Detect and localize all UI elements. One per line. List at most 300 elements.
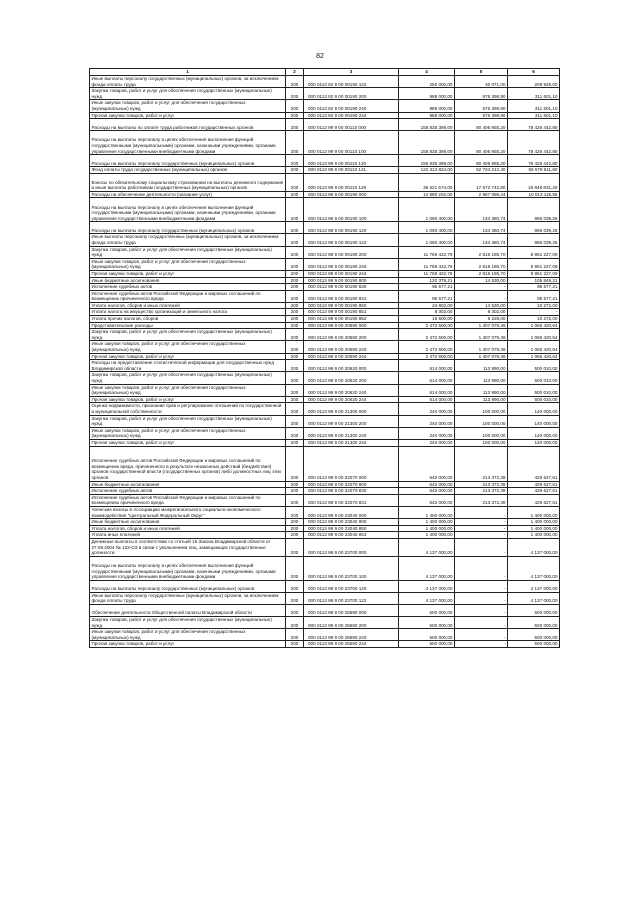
row-name: Представительские расходы xyxy=(90,322,286,329)
row-approved: 36 521 574,00 xyxy=(399,173,455,191)
row-name: Закупка товаров, работ и услуг для обеспечения государственных (муниципальных) нужд xyxy=(90,415,286,427)
row-executed: 80 406 955,20 xyxy=(455,155,508,167)
row-approved: 250 000,00 xyxy=(399,76,455,88)
row-name: Уплата иных платежей xyxy=(90,532,286,539)
row-code: 200 xyxy=(286,372,304,384)
row-remaining: 1 065 420,64 xyxy=(508,341,560,353)
table-row xyxy=(90,290,560,302)
row-classification: 000 0113 99 9 00 23700 000 xyxy=(304,538,399,556)
table-row xyxy=(90,155,560,167)
row-code: 200 xyxy=(286,112,304,119)
row-name: Исполнение судебных актов xyxy=(90,284,286,291)
row-executed: 8 302,00 xyxy=(455,309,508,316)
row-remaining: 140 000,00 xyxy=(508,439,560,446)
row-classification: 000 0113 99 9 00 20620 000 xyxy=(304,360,399,372)
row-classification: 000 0113 99 9 00 21300 244 xyxy=(304,439,399,446)
table-row xyxy=(90,629,560,641)
row-code: 200 xyxy=(286,155,304,167)
row-approved: 4 137 000,00 xyxy=(399,556,455,580)
row-remaining: 428 627,61 xyxy=(508,481,560,488)
row-remaining: 428 627,61 xyxy=(508,488,560,495)
row-code: 200 xyxy=(286,316,304,323)
row-approved: 158 835 398,00 xyxy=(399,119,455,131)
row-classification: 000 0113 99 9 00 23700 100 xyxy=(304,556,399,580)
table-row xyxy=(90,302,560,309)
row-approved: 122 313 824,00 xyxy=(399,167,455,174)
row-name: Фонд оплаты труда государственных (муниципальных) органов xyxy=(90,167,286,174)
row-remaining: 78 428 442,80 xyxy=(508,155,560,167)
row-classification: 000 0113 99 9 00 21300 240 xyxy=(304,427,399,439)
row-remaining: 4 137 000,00 xyxy=(508,580,560,592)
row-name: Членские взносы в Ассоциацию межрегионального социально-экономического взаимодействия "Центральный Федеральный Округ" xyxy=(90,506,286,518)
row-executed: - xyxy=(455,605,508,617)
row-approved: 2 472 500,00 xyxy=(399,329,455,341)
row-classification: 000 0113 99 9 00 23040 000 xyxy=(304,506,399,518)
row-code: 200 xyxy=(286,415,304,427)
row-executed: - xyxy=(455,532,508,539)
row-approved: 240 000,00 xyxy=(399,427,455,439)
row-executed: 1 407 079,36 xyxy=(455,329,508,341)
row-classification: 000 0113 99 9 00 00190 000 xyxy=(304,191,399,198)
row-code: 200 xyxy=(286,131,304,155)
row-executed: 213 372,39 xyxy=(455,481,508,488)
table-row xyxy=(90,277,560,284)
row-remaining: 500 000,00 xyxy=(508,605,560,617)
row-approved: 614 000,00 xyxy=(399,396,455,403)
row-code: 200 xyxy=(286,341,304,353)
row-code: 200 xyxy=(286,629,304,641)
row-approved: 500 000,00 xyxy=(399,605,455,617)
row-approved: 2 472 500,00 xyxy=(399,341,455,353)
table-row xyxy=(90,519,560,526)
row-executed: - xyxy=(455,592,508,604)
row-remaining: 1 400 000,00 xyxy=(508,532,560,539)
row-executed: - xyxy=(455,506,508,518)
row-code: 200 xyxy=(286,556,304,580)
row-name: Оценка недвижимости, признание прав и регулирование отношений по государственной и муниципальной собственности xyxy=(90,403,286,415)
row-approved: 12 980 202,00 xyxy=(399,191,455,198)
row-executed: 134 360,74 xyxy=(455,234,508,246)
row-code: 200 xyxy=(286,191,304,198)
row-remaining: 209 929,00 xyxy=(508,76,560,88)
row-remaining: 428 627,61 xyxy=(508,494,560,506)
row-remaining: 956 039,26 xyxy=(508,234,560,246)
row-name: Расходы на выплаты персоналу в целях обеспечения выполнения функций государственными (муниципальными) органами, казенными учреждениями, органами управления государственными внебюджетными фондами xyxy=(90,556,286,580)
row-approved: 1 090 400,00 xyxy=(399,234,455,246)
row-remaining: 311 601,10 xyxy=(508,100,560,112)
row-name: Иные выплаты персоналу государственных (муниципальных) органов, за исключением фонда оплаты труда xyxy=(90,76,286,88)
column-header: 1 xyxy=(90,69,286,76)
row-executed: 40 071,00 xyxy=(455,76,508,88)
row-remaining: 4 137 000,00 xyxy=(508,538,560,556)
row-name: Уплата налогов, сборов и иных платежей xyxy=(90,302,286,309)
row-executed: 113 990,00 xyxy=(455,372,508,384)
row-name: Иные закупки товаров, работ и услуг для обеспечения государственных (муниципальных) нужд xyxy=(90,258,286,270)
column-header: 4 xyxy=(399,69,455,76)
row-code: 200 xyxy=(286,167,304,174)
row-code: 200 xyxy=(286,538,304,556)
row-executed: 14 530,00 xyxy=(455,302,508,309)
row-name: Взносы по обязательному социальному страхованию на выплаты денежного содержания и иные выплаты работникам государственных (муниципальных) органов xyxy=(90,173,286,191)
row-remaining: 4 137 000,00 xyxy=(508,556,560,580)
column-header: 2 xyxy=(286,69,304,76)
row-classification: 000 0113 99 9 00 00190 244 xyxy=(304,270,399,277)
row-remaining: 1 065 420,64 xyxy=(508,353,560,360)
table-row xyxy=(90,222,560,234)
row-name: Закупка товаров, работ и услуг для обеспечения государственных (муниципальных) нужд xyxy=(90,88,286,100)
row-name: Расходы на выплаты по оплате труда работников государственных органов xyxy=(90,119,286,131)
row-classification: 000 0113 99 9 00 25590 244 xyxy=(304,641,399,648)
row-remaining: 956 039,26 xyxy=(508,222,560,234)
row-remaining: 10 013 115,56 xyxy=(508,191,560,198)
row-remaining: 500 010,00 xyxy=(508,372,560,384)
row-approved: 614 000,00 xyxy=(399,360,455,372)
row-classification: 000 0113 99 9 00 23040 853 xyxy=(304,532,399,539)
row-executed: 2 818 195,70 xyxy=(455,246,508,258)
row-name: Иные закупки товаров, работ и услуг для обеспечения государственных (муниципальных) нужд xyxy=(90,384,286,396)
row-classification: 000 0113 99 9 00 25590 240 xyxy=(304,629,399,641)
row-code: 200 xyxy=(286,439,304,446)
row-code: 200 xyxy=(286,641,304,648)
table-row xyxy=(90,112,560,119)
row-remaining: 956 039,26 xyxy=(508,198,560,222)
row-name: Уплата налогов, сборов и иных платежей xyxy=(90,525,286,532)
row-executed: 213 372,39 xyxy=(455,494,508,506)
row-approved: 8 302,00 xyxy=(399,309,455,316)
row-name: Закупка товаров, работ и услуг для обеспечения государственных (муниципальных) нужд xyxy=(90,246,286,258)
table-row xyxy=(90,316,560,323)
row-classification: 000 0113 99 9 00 20590 240 xyxy=(304,341,399,353)
row-code: 200 xyxy=(286,605,304,617)
row-approved: 11 769 422,79 xyxy=(399,270,455,277)
row-name: Исполнение судебных актов Российской Федерации и мировых соглашений по возмещению причиненного вреда xyxy=(90,290,286,302)
row-name: Расходы на выплаты персоналу государственных (муниципальных) органов xyxy=(90,580,286,592)
row-name: Расходы на выплаты персоналу государственных (муниципальных) органов xyxy=(90,155,286,167)
row-code: 200 xyxy=(286,580,304,592)
row-classification: 000 0113 99 9 00 25590 000 xyxy=(304,605,399,617)
row-remaining: 4 137 000,00 xyxy=(508,592,560,604)
column-header: 3 xyxy=(304,69,399,76)
row-executed: 100 000,00 xyxy=(455,439,508,446)
row-remaining: 1 400 000,00 xyxy=(508,525,560,532)
row-approved: 1 400 000,00 xyxy=(399,525,455,532)
row-executed: - xyxy=(455,525,508,532)
row-approved: 1 400 000,00 xyxy=(399,506,455,518)
row-remaining: - xyxy=(508,309,560,316)
row-classification: 000 0113 99 9 00 23040 800 xyxy=(304,519,399,526)
row-remaining: 8 951 227,09 xyxy=(508,270,560,277)
row-approved: 240 000,00 xyxy=(399,403,455,415)
row-name: Исполнение судебных актов Российской Федерации и мировых соглашений по возмещению причиненного вреда xyxy=(90,494,286,506)
row-classification: 000 0113 92 9 00 00190 244 xyxy=(304,112,399,119)
row-approved: 16 500,00 xyxy=(399,316,455,323)
table-row xyxy=(90,617,560,629)
page-number: 82 xyxy=(316,53,324,60)
table-row xyxy=(90,270,560,277)
row-approved: 988 000,00 xyxy=(399,100,455,112)
row-code: 200 xyxy=(286,322,304,329)
row-code: 200 xyxy=(286,592,304,604)
row-remaining: 500 010,00 xyxy=(508,396,560,403)
row-name: Расходы на выплаты персоналу государственных (муниципальных) органов xyxy=(90,222,286,234)
row-remaining: 311 601,10 xyxy=(508,112,560,119)
row-executed: 1 407 079,36 xyxy=(455,341,508,353)
row-name: Иные бюджетные ассигнования xyxy=(90,277,286,284)
row-classification: 000 0113 99 9 00 00190 120 xyxy=(304,222,399,234)
row-classification: 000 0113 99 9 00 00190 800 xyxy=(304,277,399,284)
row-code: 200 xyxy=(286,258,304,270)
row-executed: 1 407 079,36 xyxy=(455,353,508,360)
row-executed: 80 406 955,20 xyxy=(455,131,508,155)
row-code: 200 xyxy=(286,519,304,526)
table-row xyxy=(90,329,560,341)
table-row xyxy=(90,198,560,222)
row-classification: 000 0113 99 9 00 00190 850 xyxy=(304,302,399,309)
row-code: 200 xyxy=(286,506,304,518)
row-code: 200 xyxy=(286,88,304,100)
row-remaining: 500 010,00 xyxy=(508,360,560,372)
row-name: Иные закупки товаров, работ и услуг для обеспечения государственных (муниципальных) нужд xyxy=(90,427,286,439)
row-name: Иные выплаты персоналу государственных (муниципальных) органов, за исключением фонда оплаты труда xyxy=(90,234,286,246)
row-remaining: 18 848 831,20 xyxy=(508,173,560,191)
table-row xyxy=(90,556,560,580)
row-approved: 158 835 398,00 xyxy=(399,131,455,155)
row-name: Расходы на выплаты персоналу в целях обеспечения выполнения функций государственными (муниципальными) органами, казенными учреждениями, органами управления государственными внебюджетными фондами xyxy=(90,198,286,222)
row-remaining: 1 065 420,64 xyxy=(508,322,560,329)
row-classification: 000 0113 99 9 00 21300 200 xyxy=(304,415,399,427)
row-remaining: 428 627,61 xyxy=(508,446,560,481)
row-executed: 676 398,90 xyxy=(455,100,508,112)
row-approved: 642 000,00 xyxy=(399,481,455,488)
row-remaining: 500 000,00 xyxy=(508,641,560,648)
table-row xyxy=(90,246,560,258)
row-approved: 1 090 400,00 xyxy=(399,222,455,234)
table-row xyxy=(90,592,560,604)
row-code: 200 xyxy=(286,234,304,246)
row-executed: - xyxy=(455,641,508,648)
row-code: 200 xyxy=(286,360,304,372)
row-code: 200 xyxy=(286,446,304,481)
row-remaining: 140 000,00 xyxy=(508,427,560,439)
row-executed: 62 734 212,40 xyxy=(455,167,508,174)
row-executed: 6 228,00 xyxy=(455,316,508,323)
row-classification: 000 0113 99 9 00 22070 800 xyxy=(304,481,399,488)
row-classification: 000 0113 92 9 00 00190 240 xyxy=(304,100,399,112)
table-row xyxy=(90,341,560,353)
row-classification: 000 0113 99 9 00 00110 129 xyxy=(304,173,399,191)
row-approved: 1 400 000,00 xyxy=(399,519,455,526)
row-name: Иные закупки товаров, работ и услуг для обеспечения государственных (муниципальных) нужд xyxy=(90,100,286,112)
row-executed: 1 407 079,36 xyxy=(455,322,508,329)
table-row xyxy=(90,372,560,384)
row-code: 200 xyxy=(286,525,304,532)
row-approved: 4 137 000,00 xyxy=(399,592,455,604)
table-row xyxy=(90,605,560,617)
row-classification: 000 0113 99 9 00 25590 200 xyxy=(304,617,399,629)
row-approved: 95 577,21 xyxy=(399,284,455,291)
row-executed: 134 360,74 xyxy=(455,222,508,234)
row-code: 200 xyxy=(286,284,304,291)
row-name: Иные бюджетные ассигнования xyxy=(90,481,286,488)
row-executed: 213 372,39 xyxy=(455,446,508,481)
table-row xyxy=(90,191,560,198)
row-approved: 642 000,00 xyxy=(399,494,455,506)
row-name: Денежные выплаты в соответствии со статьей 15 Закона Владимирской области от 27.08.2004 № 133-ОЗ в связи с увольнением лиц, замещающих государственные должности xyxy=(90,538,286,556)
row-approved: 1 400 000,00 xyxy=(399,532,455,539)
table-row xyxy=(90,119,560,131)
row-approved: 500 000,00 xyxy=(399,617,455,629)
table-row xyxy=(90,525,560,532)
table-row xyxy=(90,538,560,556)
row-approved: 500 000,00 xyxy=(399,641,455,648)
table-row xyxy=(90,234,560,246)
row-name: Иные бюджетные ассигнования xyxy=(90,519,286,526)
table-row xyxy=(90,76,560,88)
row-approved: 120 379,21 xyxy=(399,277,455,284)
table-row xyxy=(90,481,560,488)
row-name: Расходы на выплаты персоналу в целях обеспечения выполнения функций государственными (муниципальными) органами, казенными учреждениями, органами управления государственными внебюджетными фондами xyxy=(90,131,286,155)
row-executed: 100 000,00 xyxy=(455,415,508,427)
row-classification: 000 0113 99 9 00 00190 200 xyxy=(304,246,399,258)
table-header-row xyxy=(90,69,560,76)
row-code: 200 xyxy=(286,302,304,309)
column-header: 5 xyxy=(455,69,508,76)
row-executed: - xyxy=(455,580,508,592)
row-code: 200 xyxy=(286,198,304,222)
row-code: 200 xyxy=(286,290,304,302)
row-remaining: 311 601,10 xyxy=(508,88,560,100)
row-classification: 000 0113 99 9 00 20620 244 xyxy=(304,396,399,403)
table-row xyxy=(90,427,560,439)
row-code: 200 xyxy=(286,222,304,234)
row-approved: 95 577,21 xyxy=(399,290,455,302)
row-executed: 80 406 955,20 xyxy=(455,119,508,131)
row-classification: 000 0113 99 9 00 00190 830 xyxy=(304,284,399,291)
row-executed: 113 990,00 xyxy=(455,384,508,396)
row-executed: - xyxy=(455,538,508,556)
table-row xyxy=(90,88,560,100)
table-row xyxy=(90,384,560,396)
row-executed: 100 000,00 xyxy=(455,403,508,415)
row-approved: 642 000,00 xyxy=(399,488,455,495)
row-classification: 000 0113 99 9 00 20620 200 xyxy=(304,372,399,384)
row-code: 200 xyxy=(286,396,304,403)
table-row xyxy=(90,532,560,539)
row-remaining: 8 951 227,09 xyxy=(508,258,560,270)
row-remaining: 1 065 420,64 xyxy=(508,329,560,341)
row-classification: 000 0113 92 9 00 00190 200 xyxy=(304,88,399,100)
row-code: 200 xyxy=(286,277,304,284)
row-executed: 113 990,00 xyxy=(455,396,508,403)
row-approved: 11 769 422,79 xyxy=(399,246,455,258)
row-executed: 17 672 742,80 xyxy=(455,173,508,191)
row-approved: 4 137 000,00 xyxy=(399,580,455,592)
row-remaining: 95 577,21 xyxy=(508,284,560,291)
row-code: 200 xyxy=(286,427,304,439)
row-classification: 000 0113 99 9 00 23700 120 xyxy=(304,580,399,592)
row-remaining: 78 428 442,80 xyxy=(508,119,560,131)
row-executed: 676 398,90 xyxy=(455,112,508,119)
table-row xyxy=(90,309,560,316)
row-remaining: 10 272,00 xyxy=(508,316,560,323)
row-name: Исполнение судебных актов xyxy=(90,488,286,495)
row-approved: 500 000,00 xyxy=(399,629,455,641)
row-code: 200 xyxy=(286,119,304,131)
row-classification: 000 0113 99 9 00 00110 100 xyxy=(304,131,399,155)
row-name: Закупка товаров, работ и услуг для обеспечения государственных (муниципальных) нужд xyxy=(90,617,286,629)
row-approved: 988 000,00 xyxy=(399,88,455,100)
row-approved: 4 137 000,00 xyxy=(399,538,455,556)
table-row xyxy=(90,396,560,403)
row-classification: 000 0113 99 9 00 00190 852 xyxy=(304,316,399,323)
row-approved: 2 472 500,00 xyxy=(399,322,455,329)
row-approved: 240 000,00 xyxy=(399,439,455,446)
table-row xyxy=(90,403,560,415)
row-code: 200 xyxy=(286,532,304,539)
row-name: Обеспечение деятельности Общественной палаты Владимирской области xyxy=(90,605,286,617)
table-row xyxy=(90,641,560,648)
table-row xyxy=(90,353,560,360)
row-executed: - xyxy=(455,629,508,641)
row-executed: 213 372,39 xyxy=(455,488,508,495)
row-name: Прочая закупка товаров, работ и услуг xyxy=(90,396,286,403)
row-code: 200 xyxy=(286,270,304,277)
row-executed: 113 990,00 xyxy=(455,360,508,372)
row-classification: 000 0113 99 9 00 22070 831 xyxy=(304,494,399,506)
row-remaining: 1 400 000,00 xyxy=(508,506,560,518)
row-name: Прочая закупка товаров, работ и услуг xyxy=(90,439,286,446)
row-approved: 988 000,00 xyxy=(399,112,455,119)
row-classification: 000 0113 99 9 00 23700 122 xyxy=(304,592,399,604)
row-remaining: 140 000,00 xyxy=(508,403,560,415)
row-executed: - xyxy=(455,519,508,526)
row-executed: 2 818 195,70 xyxy=(455,258,508,270)
row-name: Закупка товаров, работ и услуг для обеспечения государственных (муниципальных) нужд xyxy=(90,372,286,384)
column-header: 6 xyxy=(508,69,560,76)
table-row xyxy=(90,100,560,112)
row-remaining: 10 272,00 xyxy=(508,302,560,309)
row-remaining: 500 000,00 xyxy=(508,617,560,629)
table-row xyxy=(90,439,560,446)
row-classification: 000 0113 99 9 00 20590 244 xyxy=(304,353,399,360)
row-remaining: 1 400 000,00 xyxy=(508,519,560,526)
row-code: 200 xyxy=(286,403,304,415)
row-name: Расходы на предоставление статистической информации для государственных нужд Владимирской области xyxy=(90,360,286,372)
row-classification: 000 0113 92 9 00 00190 122 xyxy=(304,76,399,88)
row-approved: 2 472 500,00 xyxy=(399,353,455,360)
row-name: Расходы на обеспечение деятельности (оказание услуг) xyxy=(90,191,286,198)
row-executed: 2 818 195,70 xyxy=(455,270,508,277)
row-approved: 1 090 400,00 xyxy=(399,198,455,222)
row-executed: - xyxy=(455,284,508,291)
row-approved: 240 000,00 xyxy=(399,415,455,427)
row-classification: 000 0113 99 9 00 00190 100 xyxy=(304,198,399,222)
table-row xyxy=(90,580,560,592)
row-name: Уплата налога на имущество организаций и земельного налога xyxy=(90,309,286,316)
row-remaining: 78 428 442,80 xyxy=(508,131,560,155)
table-row xyxy=(90,322,560,329)
table-row xyxy=(90,415,560,427)
row-code: 200 xyxy=(286,329,304,341)
row-executed: 2 967 086,44 xyxy=(455,191,508,198)
row-classification: 000 0113 99 9 00 00190 240 xyxy=(304,258,399,270)
row-classification: 000 0113 99 9 00 20620 240 xyxy=(304,384,399,396)
row-remaining: 105 849,21 xyxy=(508,277,560,284)
row-approved: 614 000,00 xyxy=(399,372,455,384)
table-row xyxy=(90,488,560,495)
row-name: Прочая закупка товаров, работ и услуг xyxy=(90,270,286,277)
row-classification: 000 0113 99 9 00 21300 000 xyxy=(304,403,399,415)
